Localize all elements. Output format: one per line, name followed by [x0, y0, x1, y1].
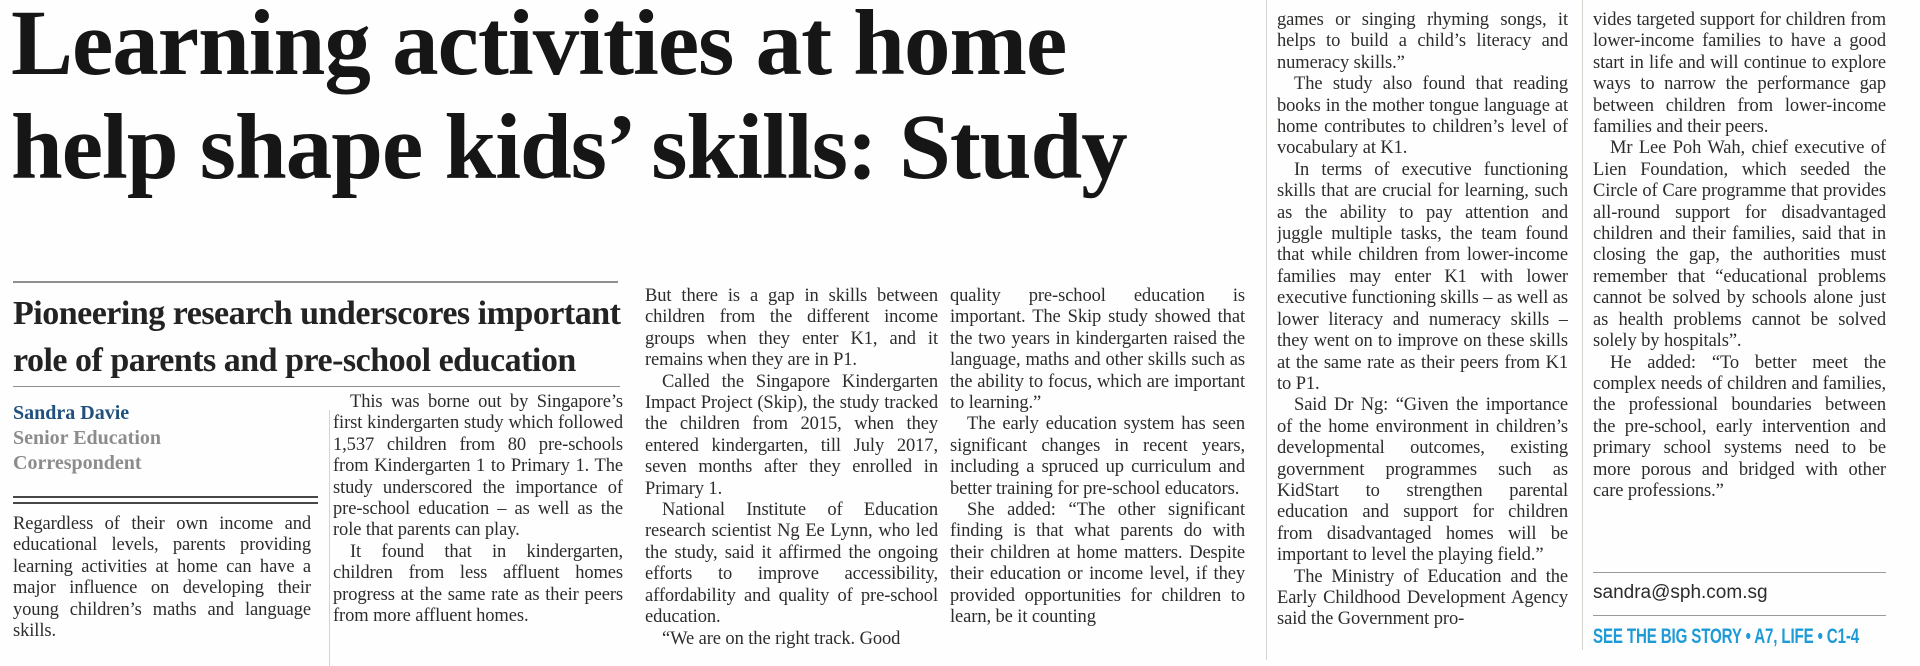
headline-line-1: Learning activities at home: [11, 0, 1067, 95]
article-footer: [1593, 572, 1886, 649]
double-rule-divider: [13, 496, 318, 504]
article-column-3: [645, 286, 938, 666]
byline-role-line-1: Senior Education: [13, 427, 161, 449]
paragraph: The early education system has seen significant changes in recent years, including a spruced up curriculum and better training for pre-school educators.: [950, 414, 1245, 499]
paragraph: National Institute of Education research scientist Ng Ee Lynn, who led the study, said it affirmed the ongoing efforts to improve accessibility, affordability and quality of pre-school education.: [645, 500, 938, 628]
paragraph: It found that in kindergarten, children from less affluent homes progress at the same rate as their peers from more affluent homes.: [333, 541, 623, 627]
article-column-4: [950, 286, 1245, 666]
paragraph: The study also found that reading books in the mother tongue language at home contributes to children’s level of vocabulary at K1.: [1277, 74, 1568, 159]
paragraph: She added: “The other significant finding is that what parents do with their children at home matters. Despite their education or income level, if they provided opportunities for children to learn, be it counting: [950, 500, 1245, 628]
byline-role-line-2: Correspondent: [13, 452, 142, 474]
paragraph: Regardless of their own income and educational levels, parents providing learning activities at home can have a major influence on developing their young children’s maths and language skills.: [13, 514, 311, 642]
column-separator: [1266, 0, 1267, 660]
paragraph: Called the Singapore Kindergarten Impact Project (Skip), the study tracked the children from 2015, when they entered kindergarten, till July 2017, seven months after they enrolled in Primary 1.: [645, 371, 938, 499]
divider-above-subheadline: [13, 281, 618, 283]
paragraph: vides targeted support for children from lower-income families to have a good start in life and will continue to explore ways to narrow the performance gap between children from lower-income families and their peers.: [1593, 10, 1886, 138]
paragraph: He added: “To better meet the complex needs of children and families, the professional boundaries between the pre-school, early intervention and primary school systems need to be more porous and bridged with other care professions.”: [1593, 352, 1886, 501]
author-email: sandra@sph.com.sg: [1593, 582, 1768, 603]
article-headline: [11, 0, 1127, 200]
article-column-5: [1277, 10, 1568, 666]
column-separator: [1582, 0, 1583, 650]
paragraph: This was borne out by Singapore’s first kindergarten study which followed 1,537 children from 80 pre-schools from Kindergarten 1 to Primary 1. The study underscored the importance of pre-school education – as well as the role that parents can play.: [333, 392, 623, 541]
see-big-story-note: SEE THE BIG STORY • A7, LIFE • C1-4: [1593, 625, 1860, 648]
paragraph: Said Dr Ng: “Given the importance of the home environment in children’s developmental outcomes, existing government programmes such as KidStart to strengthen parental education and support for children from disadvantaged homes will be important to level the playing field.”: [1277, 395, 1568, 566]
article-column-2: [333, 392, 623, 666]
article-column-6: [1593, 10, 1886, 566]
paragraph: “We are on the right track. Good: [662, 628, 901, 649]
headline-line-2: help shape kids’ skills: Study: [11, 96, 1127, 199]
paragraph: Mr Lee Poh Wah, chief executive of Lien Foundation, which seeded the Circle of Care programme that provides all-round support for disadvantaged children and their families, said that in closing the gap, the authorities must remember that “educational problems cannot be solved by schools alone just as health problems cannot be solved solely by hospitals”.: [1593, 138, 1886, 352]
divider-below-subheadline: [13, 386, 620, 387]
article-subheadline: [13, 290, 620, 384]
article-column-1: [13, 514, 311, 666]
byline: [13, 401, 161, 476]
paragraph: But there is a gap in skills between children from the different income groups when they enter K1, and it remains when they are in P1.: [645, 286, 938, 371]
subheadline-line-1: Pioneering research underscores important: [13, 295, 621, 332]
paragraph: In terms of executive functioning skills that are crucial for learning, such as the ability to pay attention and juggle multiple tasks, the team found that while children from lower-income families may enter K1 with lower executive functioning skills – as well as lower literacy and numeracy skills – they went on to improve on these skills at the same rate as their peers from K1 to P1.: [1277, 159, 1568, 394]
paragraph: quality pre-school education is important. The Skip study showed that the two years in kindergarten raised the language, maths and other skills such as the ability to focus, which are important to learning.”: [950, 286, 1245, 414]
paragraph: The Ministry of Education and the Early Childhood Development Agency said the Government pro-: [1277, 566, 1568, 630]
column-separator: [329, 410, 330, 666]
subheadline-line-2: role of parents and pre-school education: [13, 342, 576, 379]
byline-author: Sandra Davie: [13, 402, 130, 424]
paragraph: games or singing rhyming songs, it helps to build a child’s literacy and numeracy skills.”: [1277, 10, 1568, 73]
